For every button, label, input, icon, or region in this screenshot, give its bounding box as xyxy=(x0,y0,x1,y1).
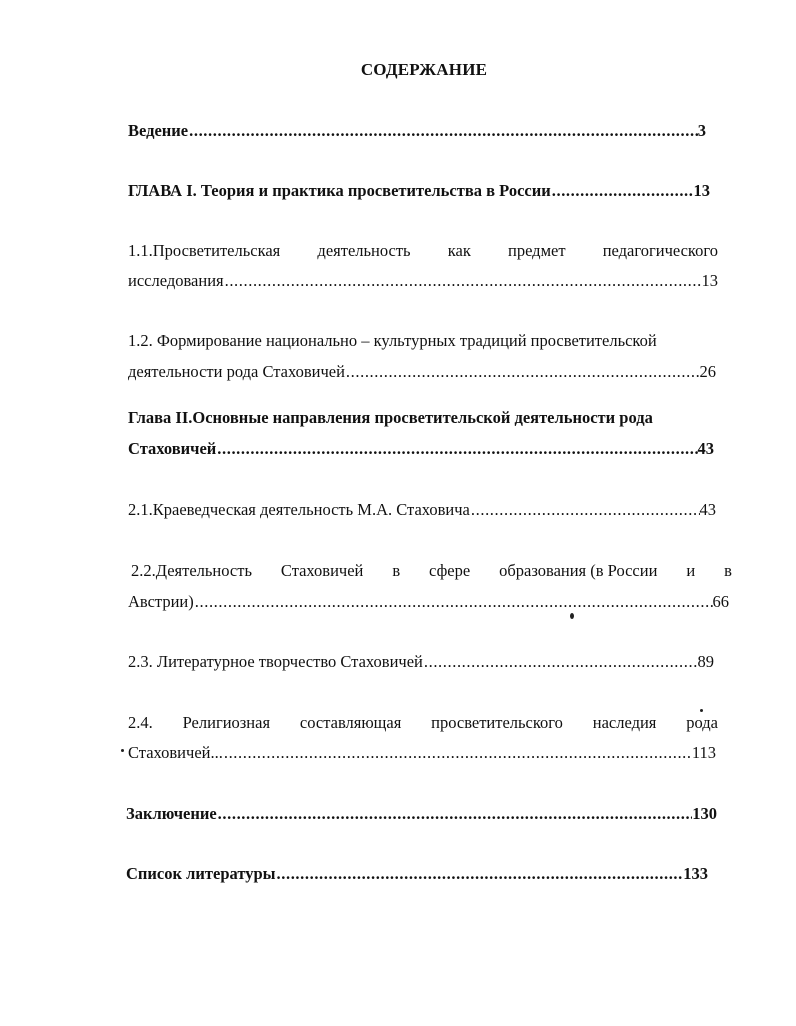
toc-entry-text: Стаховичей... xyxy=(128,743,223,762)
toc-word: деятельность xyxy=(317,241,411,260)
toc-word: рода xyxy=(686,713,718,732)
toc-entry-text: Стаховичей xyxy=(128,439,217,458)
toc-page-number: 43 xyxy=(697,439,714,458)
toc-entry-2-3 xyxy=(128,652,714,672)
toc-entry-1-1-line1 xyxy=(128,241,718,261)
leader-dots xyxy=(276,864,684,884)
toc-entry-chapter-2-line2 xyxy=(128,439,714,459)
toc-page-number: 113 xyxy=(691,743,716,762)
toc-entry-2-4-line2 xyxy=(128,743,716,763)
scan-speck xyxy=(121,749,124,752)
toc-word: Стаховичей xyxy=(280,561,364,580)
leader-dots xyxy=(223,743,692,763)
toc-entry-1-2-line2 xyxy=(128,362,716,382)
toc-entry-text: Список литературы xyxy=(126,864,276,883)
toc-word: в xyxy=(724,561,732,580)
toc-entry-2-1 xyxy=(128,500,716,520)
toc-entry-2-2-line1 xyxy=(131,561,732,581)
toc-entry-text: Заключение xyxy=(126,804,217,823)
toc-word: педагогического xyxy=(602,241,718,260)
toc-entry-text: 2.3. Литературное творчество Стаховичей xyxy=(128,652,423,671)
leader-dots xyxy=(194,592,713,612)
leader-dots xyxy=(216,439,697,459)
leader-dots xyxy=(345,362,700,382)
toc-entry-2-2-line2 xyxy=(128,592,729,612)
toc-page-number: 13 xyxy=(693,181,710,200)
toc-page-number: 43 xyxy=(699,500,716,519)
toc-word: 1.1.Просветительская xyxy=(128,241,281,260)
toc-word: предмет xyxy=(508,241,566,260)
toc-page-number: 89 xyxy=(697,652,714,671)
toc-entry-conclusion xyxy=(126,804,717,824)
toc-entry-text: деятельности рода Стаховичей xyxy=(128,362,345,381)
toc-page-number: 3 xyxy=(697,121,706,140)
toc-page-number: 133 xyxy=(683,864,708,883)
leader-dots xyxy=(188,121,698,141)
toc-entry-text: ГЛАВА I. Теория и практика просветительства в России xyxy=(128,181,551,200)
toc-entry-intro xyxy=(128,121,706,141)
toc-word: 2.2.Деятельность xyxy=(131,561,252,580)
toc-word: Религиозная xyxy=(182,713,271,732)
toc-entry-text: Австрии) xyxy=(128,592,194,611)
scan-speck xyxy=(700,709,703,712)
toc-word: сфере xyxy=(429,561,471,580)
toc-entry-text: 2.1.Краеведческая деятельность М.А. Стаховича xyxy=(128,500,470,519)
toc-entry-text: исследования xyxy=(128,271,224,290)
toc-entry-chapter-1 xyxy=(128,181,710,201)
toc-page-number: 26 xyxy=(699,362,716,381)
toc-entry-chapter-2-line1: Глава II.Основные направления просветительской деятельности рода xyxy=(128,408,653,427)
toc-page-number: 13 xyxy=(701,271,718,290)
toc-word: и xyxy=(686,561,696,580)
toc-page-number: 66 xyxy=(712,592,729,611)
toc-entry-2-4-line1 xyxy=(128,713,718,733)
toc-word: просветительского xyxy=(431,713,563,732)
leader-dots xyxy=(423,652,698,672)
leader-dots xyxy=(224,271,702,291)
toc-entry-text: Ведение xyxy=(128,121,189,140)
toc-word: наследия xyxy=(592,713,657,732)
toc-word: 2.4. xyxy=(128,713,153,732)
toc-word: составляющая xyxy=(299,713,402,732)
toc-word: как xyxy=(447,241,471,260)
page-title: СОДЕРЖАНИЕ xyxy=(360,60,488,79)
scan-speck xyxy=(570,613,574,619)
toc-word: в xyxy=(392,561,401,580)
toc-entry-bibliography xyxy=(126,864,708,884)
toc-page-number: 130 xyxy=(692,804,717,823)
leader-dots xyxy=(217,804,693,824)
leader-dots xyxy=(551,181,694,201)
toc-entry-1-1-line2 xyxy=(128,271,718,291)
leader-dots xyxy=(470,500,700,520)
toc-word: образования (в России xyxy=(499,561,658,580)
toc-entry-1-2-line1: 1.2. Формирование национально – культурных традиций просветительской xyxy=(128,331,657,350)
